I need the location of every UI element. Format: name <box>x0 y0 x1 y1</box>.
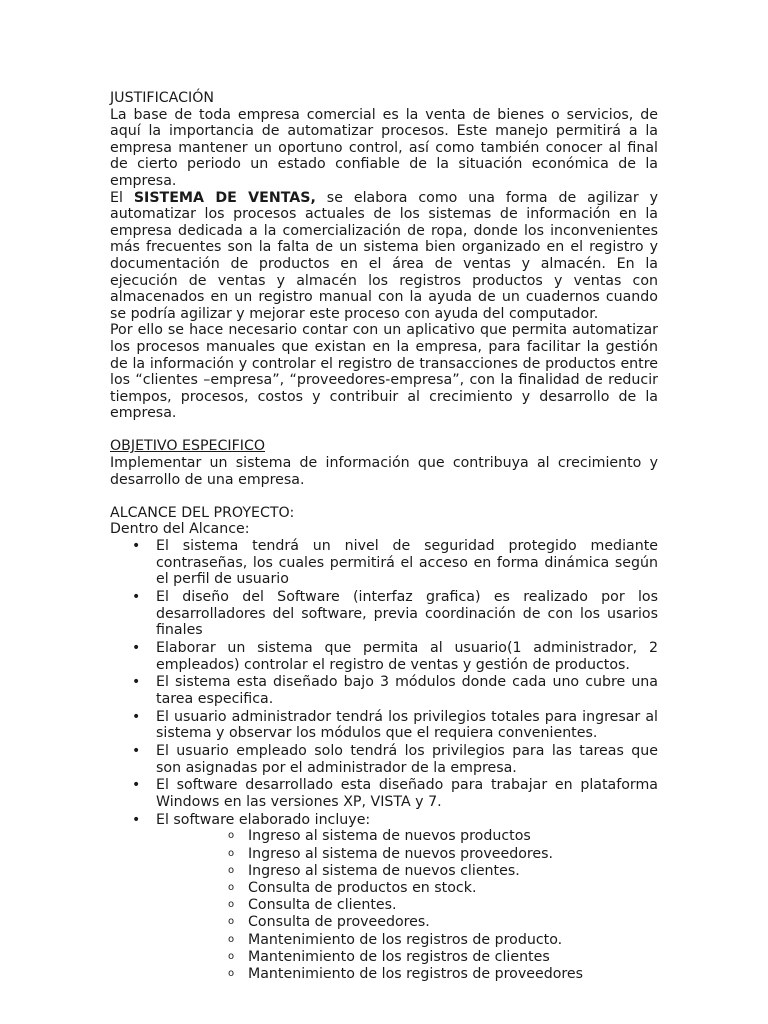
sub-list-item <box>156 966 658 983</box>
circle-bullet-icon: o <box>228 916 235 928</box>
list-item <box>110 743 658 776</box>
circle-bullet-icon: o <box>228 864 235 876</box>
bullet-icon: • <box>132 538 141 555</box>
list-item <box>110 674 658 707</box>
paragraph-2-rest: se elabora como una forma de agilizar y automatizar los procesos actuales de los sistemas de información en la empresa dedicada a la comercialización de ropa, donde los inconvenientes más frecuentes son la falta de un sistema bien organizado en el registro y documentación de productos en el área de ventas y almacén. En la ejecución de ventas y almacén los registros productos y ventas con almacenados en un registro manual con la ayuda de un cuadernos cuando se podría agilizar y mejorar este proceso con ayuda del computador. <box>110 189 658 322</box>
list-item <box>110 589 658 639</box>
list-item-text: El software elaborado incluye: <box>156 811 371 828</box>
list-item <box>110 777 658 810</box>
circle-bullet-icon: o <box>228 950 235 962</box>
list-item-text: Elaborar un sistema que permita al usuario(1 administrador, 2 empleados) controlar el registro de ventas y gestión de productos. <box>156 639 658 673</box>
sub-list-item <box>156 863 658 880</box>
circle-bullet-icon: o <box>228 847 235 859</box>
sub-list-item-text: Mantenimiento de los registros de clientes <box>248 948 550 965</box>
list-item <box>110 538 658 588</box>
list-item-text: El sistema esta diseñado bajo 3 módulos donde cada uno cubre una tarea especifica. <box>156 674 658 707</box>
sub-list-item-text: Mantenimiento de los registros de producto. <box>248 931 563 948</box>
bullet-icon: • <box>132 589 141 605</box>
alcance-bullet-list <box>110 538 658 983</box>
software-features-sublist <box>156 828 658 982</box>
sub-list-item <box>156 949 658 966</box>
sub-list-item <box>156 932 658 949</box>
sub-list-item <box>156 828 658 845</box>
justificacion-paragraph-2 <box>110 190 658 323</box>
bullet-icon: • <box>132 674 141 691</box>
list-item-text: El software desarrollado esta diseñado para trabajar en plataforma Windows en las versiones XP, VISTA y 7. <box>156 777 658 811</box>
circle-bullet-icon: o <box>228 967 235 979</box>
list-item <box>110 640 658 673</box>
bullet-icon: • <box>132 777 141 794</box>
bullet-icon: • <box>132 708 141 725</box>
circle-bullet-icon: o <box>228 933 235 945</box>
list-item <box>110 709 658 742</box>
sub-list-item <box>156 846 658 863</box>
document-page <box>110 90 658 984</box>
list-item-text: El diseño del Software (interfaz grafica) es realizado por los desarrolladores del software, previa coordinación de con los usarios finales <box>156 589 658 639</box>
sistema-de-ventas-bold: SISTEMA DE VENTAS, <box>133 189 316 206</box>
bullet-icon: • <box>132 743 141 760</box>
list-item <box>110 812 658 983</box>
objetivo-heading: OBJETIVO ESPECIFICO <box>110 438 266 455</box>
sub-list-item-text: Ingreso al sistema de nuevos clientes. <box>248 862 520 879</box>
circle-bullet-icon: o <box>228 899 235 911</box>
justificacion-heading: JUSTIFICACIÓN <box>110 90 215 106</box>
list-item-text: El sistema tendrá un nivel de seguridad protegido mediante contraseñas, los cuales permitirá el acceso en forma dinámica según el perfil de usuario <box>156 538 658 588</box>
sub-list-item <box>156 914 658 931</box>
sub-list-item-text: Consulta de clientes. <box>248 897 397 914</box>
sub-list-item-text: Consulta de proveedores. <box>248 914 430 931</box>
list-item-text: El usuario administrador tendrá los privilegios totales para ingresar al sistema y observar los módulos que el requiera convenientes. <box>156 708 658 742</box>
alcance-intro: Dentro del Alcance: <box>110 521 250 538</box>
sub-list-item-text: Consulta de productos en stock. <box>248 880 477 896</box>
justificacion-paragraph-1: La base de toda empresa comercial es la venta de bienes o servicios, de aquí la importancia de automatizar procesos. Este manejo permitirá a la empresa mantener un oportuno control, así como también conocer al final de cierto periodo un estado confiable de la situación económica de la empresa. <box>110 106 658 189</box>
sub-list-item-text: Mantenimiento de los registros de proveedores <box>248 965 584 982</box>
justificacion-paragraph-3: Por ello se hace necesario contar con un aplicativo que permita automatizar los procesos manuales que existan en la empresa, para facilitar la gestión de la información y controlar el registro de transacciones de productos entre los “clientes –empresa”, “proveedores-empresa”, con la finalidad de reducir tiempos, procesos, costos y contribuir al crecimiento y desarrollo de la empresa. <box>110 322 658 422</box>
bullet-icon: • <box>132 811 141 828</box>
sub-list-item-text: Ingreso al sistema de nuevos proveedores. <box>248 845 554 862</box>
paragraph-2-prefix: El <box>110 189 134 206</box>
sub-list-item-text: Ingreso al sistema de nuevos productos <box>248 828 531 845</box>
objetivo-text: Implementar un sistema de información que contribuya al crecimiento y desarrollo de una empresa. <box>110 455 658 488</box>
list-item-text: El usuario empleado solo tendrá los privilegios para las tareas que son asignadas por el administrador de la empresa. <box>156 743 658 776</box>
alcance-heading: ALCANCE DEL PROYECTO: <box>110 504 295 521</box>
circle-bullet-icon: o <box>228 882 235 893</box>
bullet-icon: • <box>132 639 141 656</box>
circle-bullet-icon: o <box>228 830 235 842</box>
sub-list-item <box>156 897 658 914</box>
sub-list-item <box>156 880 658 897</box>
